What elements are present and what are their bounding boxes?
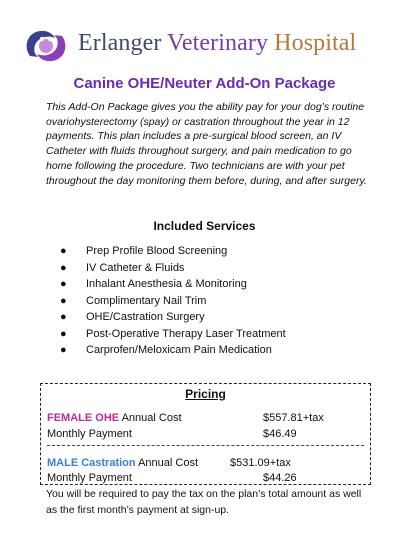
intro-paragraph: This Add-On Package gives you the ability pay for your dog’s routine ovariohysterectomy (spay) or castration throughout the year in 12 payments. This plan includes a pre-surgical blood screen, an IV Catheter with fluids throughout surgery, and pain medication to go home following the procedure. Two technicians are with your pet throughout the day monitoring them before, during, and after surgery. xyxy=(46,101,367,187)
pricing-box xyxy=(40,383,371,485)
list-item xyxy=(60,243,286,260)
hospital-name-part-2: Veterinary xyxy=(167,30,269,56)
service-label: Complimentary Nail Trim xyxy=(86,294,207,307)
male-monthly-label: Monthly Payment xyxy=(47,472,132,484)
pet-hands-logo-icon xyxy=(22,26,70,66)
hospital-name-part-3: Hospital xyxy=(274,30,357,56)
male-label: MALE Castration xyxy=(47,457,136,469)
female-label: FEMALE OHE xyxy=(47,412,120,424)
male-annual-row xyxy=(47,457,291,469)
services-list xyxy=(60,243,286,359)
bullet-icon: ● xyxy=(60,261,67,274)
female-annual-label: Annual Cost xyxy=(119,412,182,424)
hospital-name-part-1: Erlanger xyxy=(78,30,162,56)
service-label: Post-Operative Therapy Laser Treatment xyxy=(86,327,286,340)
page-title: Canine OHE/Neuter Add-On Package xyxy=(73,75,336,92)
bullet-icon: ● xyxy=(60,245,67,257)
bullet-icon: ● xyxy=(60,311,67,323)
service-label: IV Catheter & Fluids xyxy=(86,261,185,274)
female-annual-value: $557.81+tax xyxy=(263,412,324,424)
female-monthly-label: Monthly Payment xyxy=(47,428,132,440)
female-annual-row xyxy=(47,412,324,424)
pricing-divider xyxy=(47,445,364,446)
tax-note: You will be required to pay the tax on the plan’s total amount as well as the first month’s payment at sign-up. xyxy=(46,488,362,516)
female-monthly-value: $46.49 xyxy=(263,428,297,440)
male-annual-value: $531.09+tax xyxy=(230,457,291,469)
pricing-heading: Pricing xyxy=(185,387,226,401)
bullet-icon: ● xyxy=(60,327,67,340)
service-label: Inhalant Anesthesia & Monitoring xyxy=(86,278,247,290)
bullet-icon: ● xyxy=(60,294,67,307)
service-label: Carprofen/Meloxicam Pain Medication xyxy=(86,344,272,356)
list-item xyxy=(60,309,286,326)
bullet-icon: ● xyxy=(60,278,67,290)
male-monthly-value: $44.26 xyxy=(263,472,297,484)
list-item xyxy=(60,276,286,293)
list-item xyxy=(60,260,286,277)
hospital-header xyxy=(0,14,409,70)
bullet-icon: ● xyxy=(60,344,67,356)
services-heading: Included Services xyxy=(153,219,256,233)
list-item xyxy=(60,326,286,343)
list-item xyxy=(60,293,286,310)
female-monthly-row xyxy=(47,428,297,440)
list-item xyxy=(60,342,286,359)
male-annual-label: Annual Cost xyxy=(135,457,198,469)
hospital-name xyxy=(78,30,356,57)
service-label: OHE/Castration Surgery xyxy=(86,311,205,323)
service-label: Prep Profile Blood Screening xyxy=(86,245,228,257)
male-monthly-row xyxy=(47,472,297,484)
